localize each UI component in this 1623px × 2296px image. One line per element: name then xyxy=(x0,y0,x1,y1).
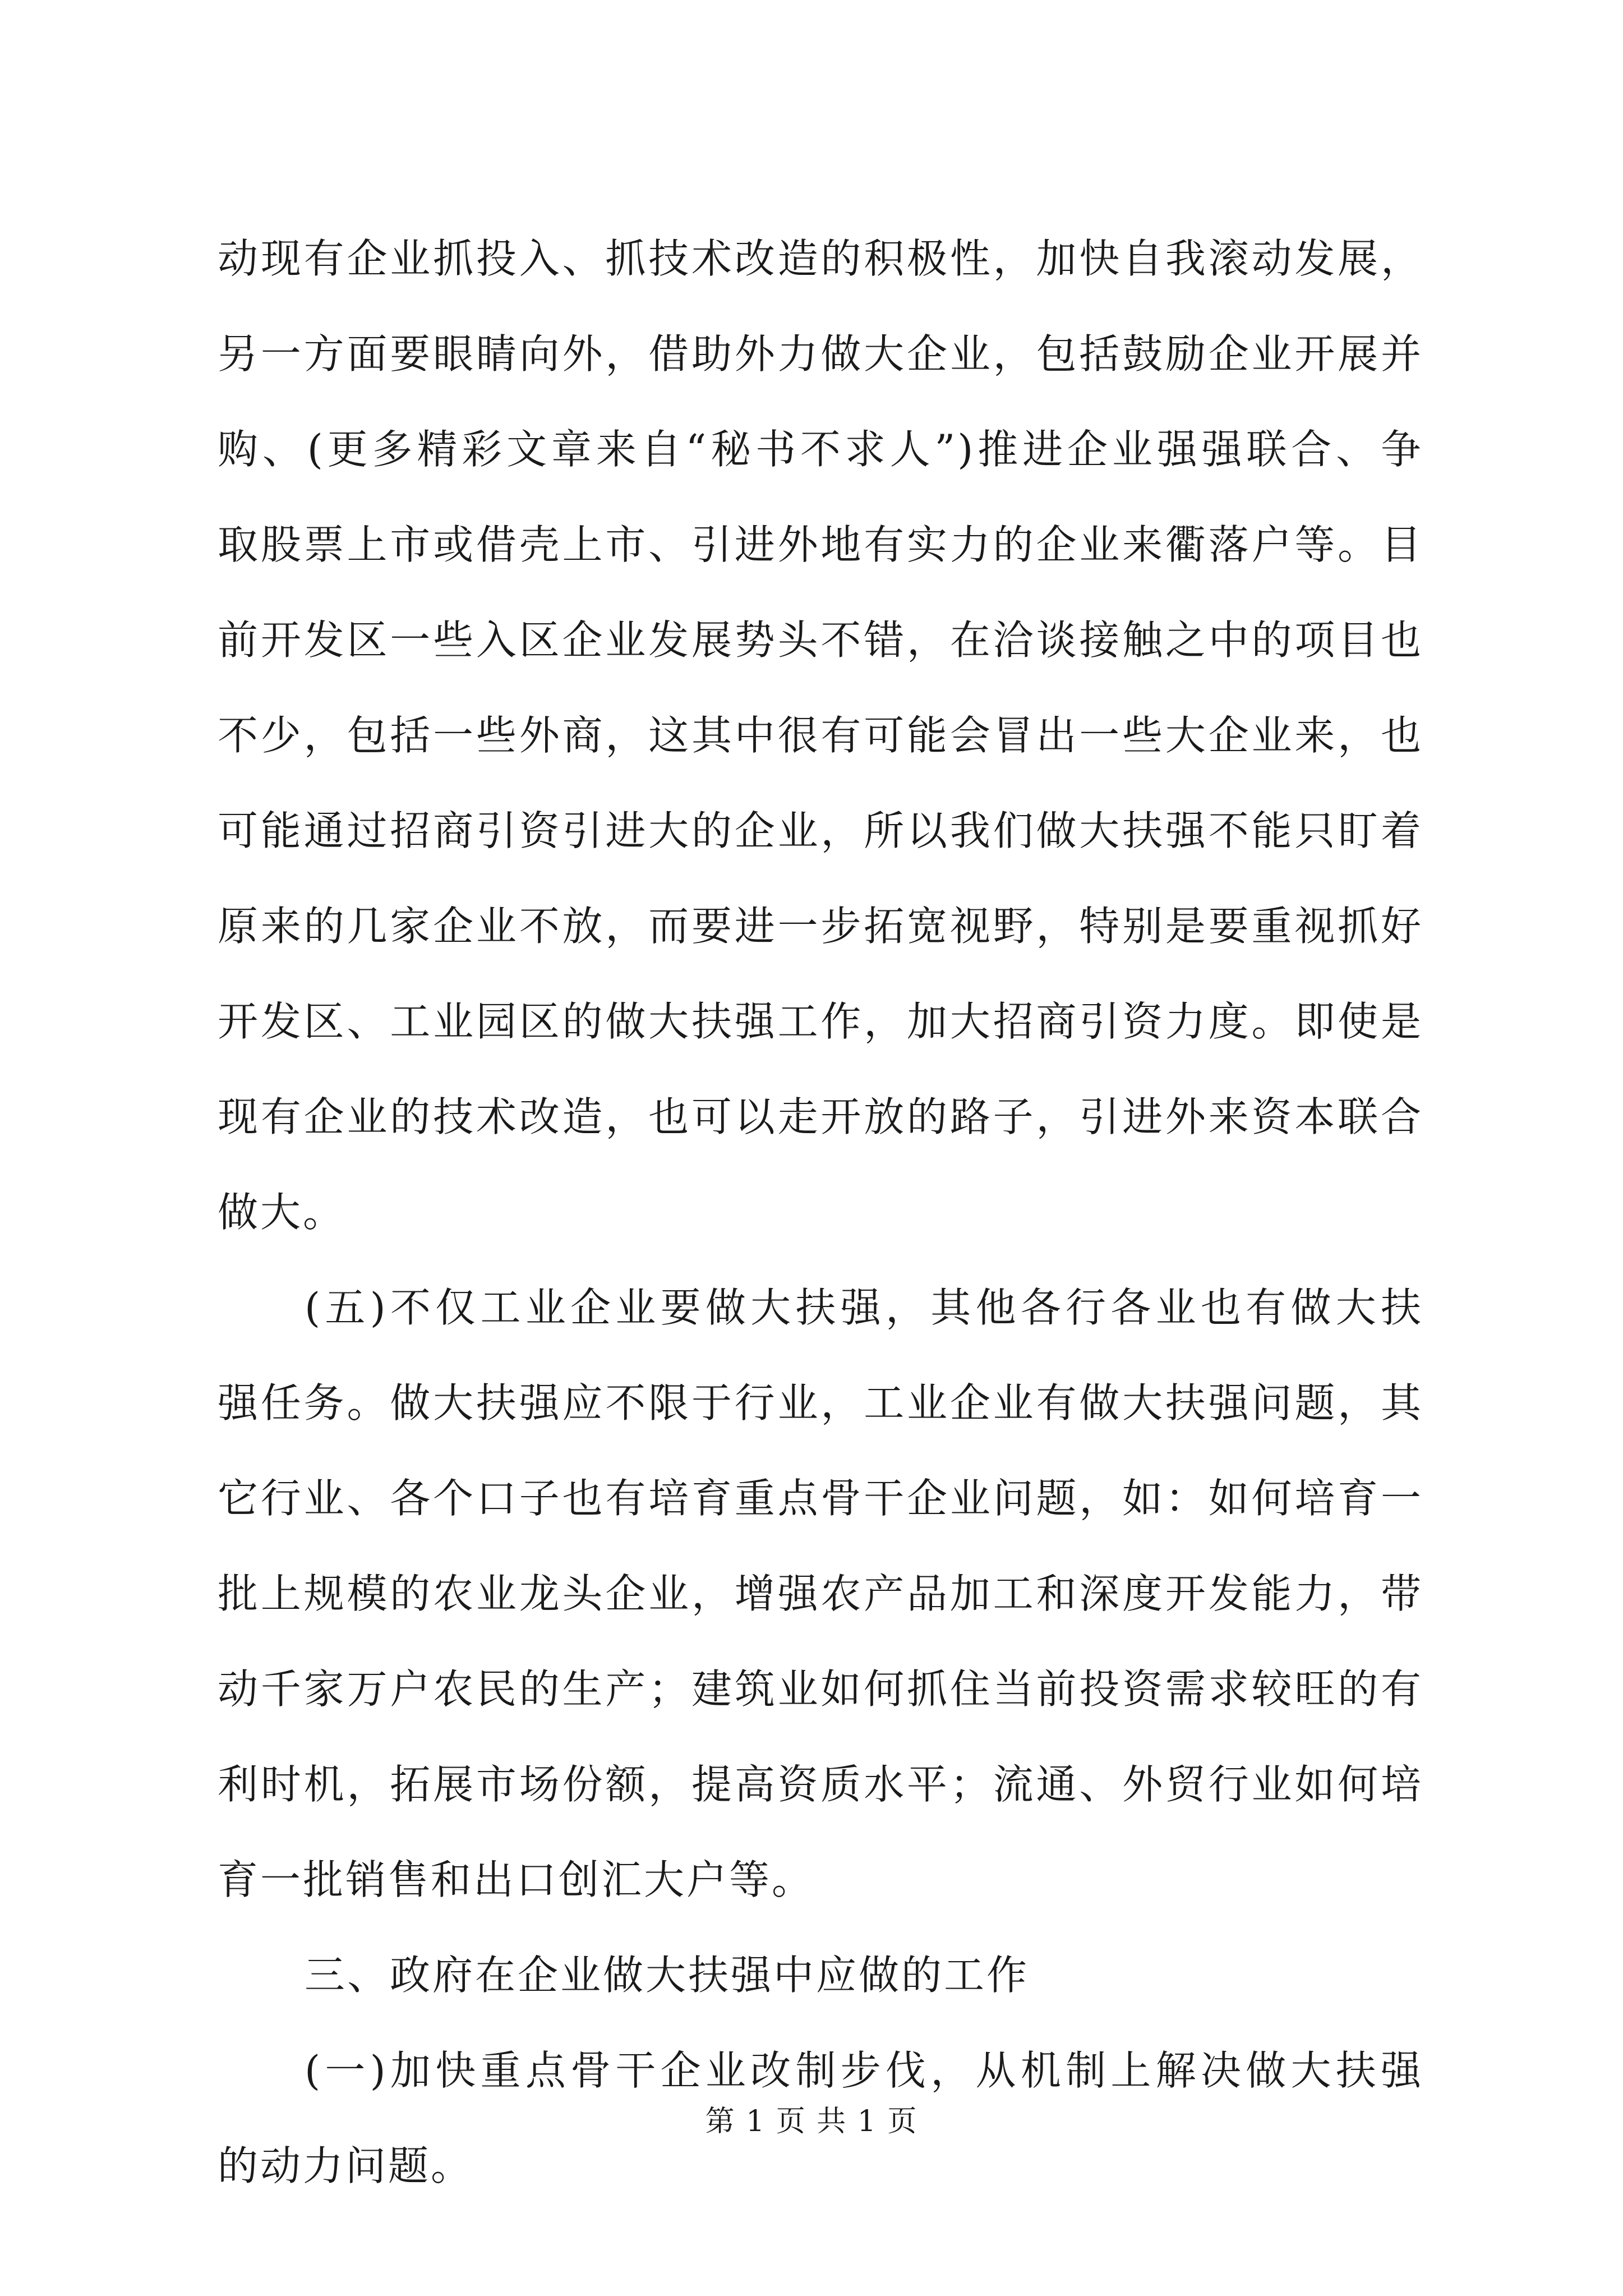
paragraph-line: 利时机，拓展市场份额，提高资质水平；流通、外贸行业如何培 xyxy=(218,1761,1423,1808)
paragraph-line: 可能通过招商引资引进大的企业，所以我们做大扶强不能只盯着 xyxy=(218,807,1423,854)
paragraph-line: 做大。 xyxy=(218,1189,346,1236)
paragraph-line: 前开发区一些入区企业发展势头不错，在洽谈接触之中的项目也 xyxy=(218,616,1423,664)
subsection-heading: (一)加快重点骨干企业改制步伐，从机制上解决做大扶强 xyxy=(305,2047,1423,2094)
paragraph-line: 它行业、各个口子也有培育重点骨干企业问题，如：如何培育一 xyxy=(218,1475,1423,1522)
paragraph-line: 育一批销售和出口创汇大户等。 xyxy=(218,1856,815,1903)
paragraph-line: 不少，包括一些外商，这其中很有可能会冒出一些大企业来，也 xyxy=(218,712,1423,759)
paragraph-line: 购、(更多精彩文章来自“秘书不求人”)推进企业强强联合、争 xyxy=(218,426,1423,473)
paragraph-line: 动现有企业抓投入、抓技术改造的积极性，加快自我滚动发展， xyxy=(218,235,1423,282)
page-footer: 第 1 页 共 1 页 xyxy=(705,2105,918,2138)
paragraph-line: 取股票上市或借壳上市、引进外地有实力的企业来衢落户等。目 xyxy=(218,521,1423,568)
paragraph-line: 现有企业的技术改造，也可以走开放的路子，引进外来资本联合 xyxy=(218,1093,1423,1140)
paragraph-line: (五)不仅工业企业要做大扶强，其他各行各业也有做大扶 xyxy=(305,1284,1423,1331)
section-heading: 三、政府在企业做大扶强中应做的工作 xyxy=(305,1952,1030,1999)
paragraph-line: 另一方面要眼睛向外，借助外力做大企业，包括鼓励企业开展并 xyxy=(218,330,1423,378)
paragraph-line: 批上规模的农业龙头企业，增强农产品加工和深度开发能力，带 xyxy=(218,1570,1423,1617)
paragraph-line: 原来的几家企业不放，而要进一步拓宽视野，特别是要重视抓好 xyxy=(218,903,1423,950)
document-body xyxy=(218,234,1423,2237)
paragraph-line: 开发区、工业园区的做大扶强工作，加大招商引资力度。即使是 xyxy=(218,998,1423,1045)
paragraph-line: 强任务。做大扶强应不限于行业，工业企业有做大扶强问题，其 xyxy=(218,1379,1423,1427)
paragraph-line: 动千家万户农民的生产；建筑业如何抓住当前投资需求较旺的有 xyxy=(218,1665,1423,1713)
paragraph-line: 的动力问题。 xyxy=(218,2142,474,2189)
